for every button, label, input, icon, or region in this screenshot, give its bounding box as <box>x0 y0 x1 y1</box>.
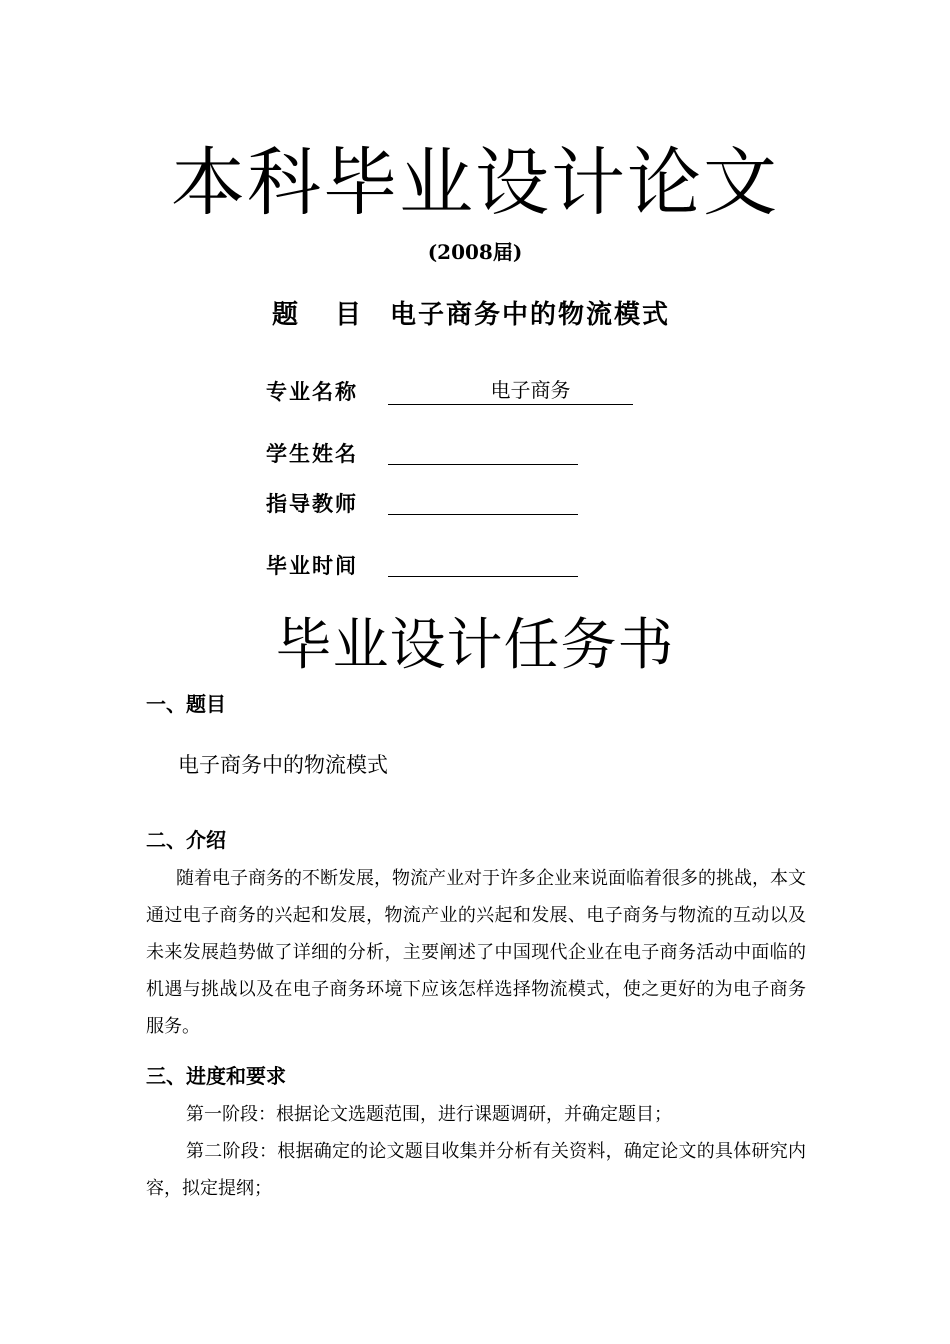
topic-label: 题 目 <box>272 300 376 330</box>
section-3-heading: 三、进度和要求 <box>146 1064 286 1088</box>
section-1-heading: 一、题目 <box>146 692 226 716</box>
schedule-item: 第一阶段：根据论文选题范围，进行课题调研，并确定题目； <box>186 1104 672 1125</box>
student-name-label: 学生姓名 <box>266 441 358 466</box>
cover-title: 本科毕业设计论文 <box>171 140 779 226</box>
graduation-time-label: 毕业时间 <box>266 553 358 578</box>
advisor-field <box>388 488 578 515</box>
student-name-field <box>388 438 578 465</box>
major-value: 电子商务 <box>490 378 571 402</box>
section-2-body <box>146 860 806 1045</box>
section-1-text: 电子商务中的物流模式 <box>178 753 388 777</box>
graduation-time-field <box>388 550 578 577</box>
graduation-year: (2008届) <box>427 240 523 264</box>
advisor-label: 指导教师 <box>266 491 358 516</box>
section-2-paragraph: 随着电子商务的不断发展，物流产业对于许多企业来说面临着很多的挑战，本文通过电子商务的兴起和发展，物流产业的兴起和发展、电子商务与物流的互动以及未来发展趋势做了详细的分析，主要阐述了中国现代企业在电子商务活动中面临的机遇与挑战以及在电子商务环境下应该怎样选择物流模式，使之更好的为电子商务服务。 <box>146 868 806 1037</box>
topic-value: 电子商务中的物流模式 <box>390 300 671 330</box>
schedule-item: 第二阶段：根据确定的论文题目收集并分析有关资料，确定论文的具体研究内容，拟定提纲； <box>146 1141 806 1199</box>
major-label: 专业名称 <box>266 379 358 404</box>
section-3-body <box>146 1096 806 1207</box>
section-2-heading: 二、介绍 <box>146 828 226 852</box>
task-book-title: 毕业设计任务书 <box>275 613 675 678</box>
major-field <box>388 378 633 405</box>
